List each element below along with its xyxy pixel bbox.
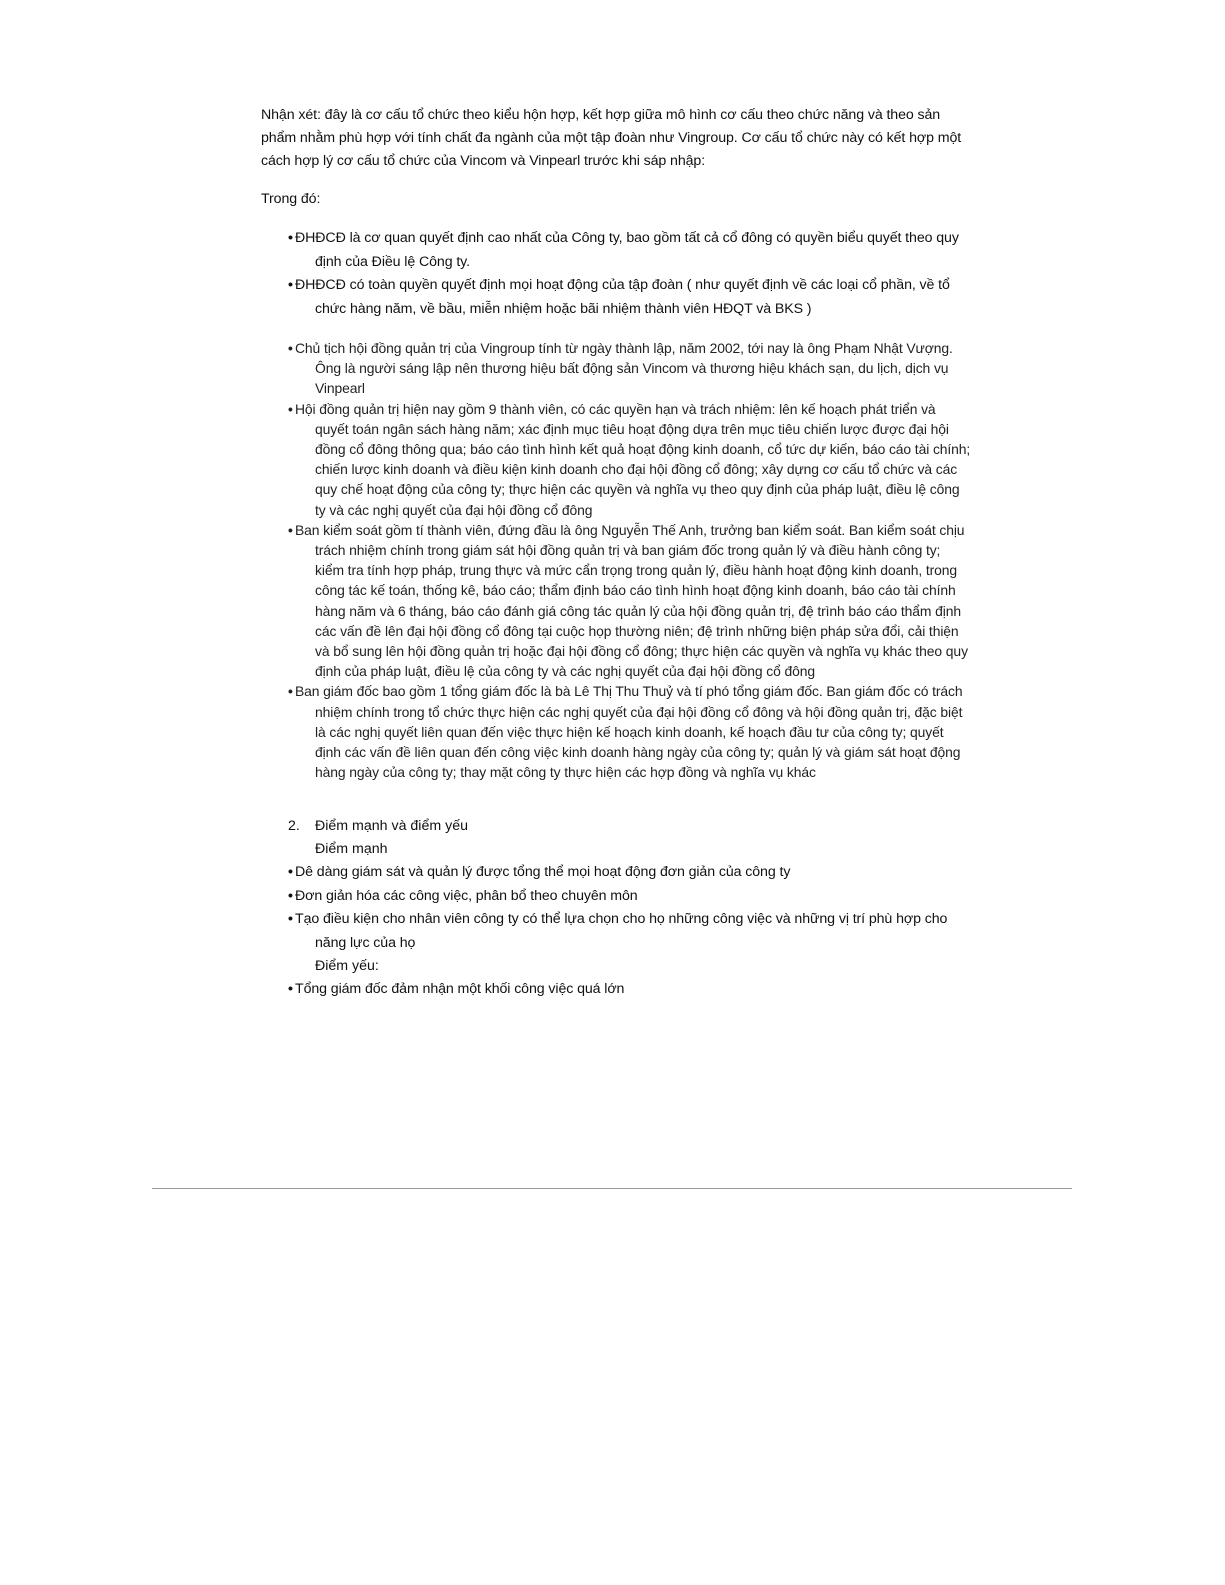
bullet-icon: • [288,521,293,538]
bullet-icon: • [288,981,293,998]
weaknesses-list [261,978,971,1002]
list-item: • ĐHĐCĐ là cơ quan quyết định cao nhất của Công ty, bao gồm tất cả cổ đông có quyền biểu quyết theo quy định của Điều lệ Công ty. [288,227,971,274]
governance-list-secondary [261,338,971,782]
document-page [261,104,971,1002]
list-item: • ĐHĐCĐ có toàn quyền quyết định mọi hoạt động của tập đoàn ( như quyết định về các loại cổ phần, về tổ chức hàng năm, về bầu, miễn nhiệm hoặc bãi nhiệm thành viên HĐQT và BKS ) [288,274,971,321]
bullet-icon: • [288,887,293,904]
list-item: • Ban giám đốc bao gồm 1 tổng giám đốc là bà Lê Thị Thu Thuỷ và tí phó tổng giám đốc. Ban giám đốc có trách nhiệm chính trong tổ chức thực hiện các nghị quyết của đại hội đồng cổ đông và hội đồng quản trị, đặc biệt là các nghị quyết liên quan đến việc thực hiện kế hoạch kinh doanh, kế hoạch đầu tư của công ty; quyết định các vấn đề liên quan đến công việc kinh doanh hàng ngày của công ty; quản lý và giám sát hoạt động hàng ngày của công ty; thay mặt công ty thực hiện các hợp đồng và nghĩa vụ khác [288,683,963,781]
list-item: • Ban kiểm soát gồm tí thành viên, đứng đầu là ông Nguyễn Thế Anh, trưởng ban kiểm soát. Ban kiểm soát chịu trách nhiệm chính trong giám sát hội đồng quản trị và ban giám đốc trong quản lý và điều hành công ty; kiểm tra tính hợp pháp, trung thực và mức cẩn trọng trong quản lý, điều hành hoạt động kinh doanh, trong công tác kế toán, thống kê, báo cáo; thẩm định báo cáo tình hình hoạt động kinh doanh, báo cáo tài chính hàng năm và 6 tháng, báo cáo đánh giá công tác quản lý của hội đồng quản trị, đệ trình báo cáo thẩm định các vấn đề lên đại hội đồng cổ đông tại cuộc họp thường niên; đệ trình những biện pháp sửa đổi, cải thiện và bổ sung lên hội đồng quản trị hoặc đại hội đồng cổ đông; thực hiện các quyền và nghĩa vụ khác theo quy định của pháp luật, điều lệ của công ty và các nghị quyết của đại hội đồng cổ đông [288,521,968,680]
bullet-icon: • [288,911,293,928]
governance-list-primary [261,227,971,321]
list-item: • Tổng giám đốc đảm nhận một khối công việc quá lớn [288,978,971,1002]
bullet-icon: • [288,864,293,881]
section-number: 2. [288,818,300,835]
trong-do-label: Trong đó: [261,191,321,207]
list-item: • Tạo điều kiện cho nhân viên công ty có thể lựa chọn cho họ những công việc và những vị trí phù hợp cho năng lực của họ [288,908,971,955]
section-heading [288,815,971,838]
bullet-icon: • [288,340,293,356]
list-item: • Chủ tịch hội đồng quản trị của Vingroup tính từ ngày thành lập, năm 2002, tới nay là ông Phạm Nhật Vượng. Ông là người sáng lập nên thương hiệu bất động sản Vincom và thương hiệu khách sạn, du lịch, dịch vụ Vinpearl [288,340,953,397]
list-item: • Dê dàng giám sát và quản lý được tổng thể mọi hoạt động đơn giản của công ty [288,861,971,885]
intro-paragraph: Nhận xét: đây là cơ cấu tổ chức theo kiểu hộn hợp, kết hợp giữa mô hình cơ cấu theo chức năng và theo sản phẩm nhằm phù hợp với tính chất đa ngành của một tập đoàn như Vingroup. Cơ cấu tổ chức này có kết hợp một cách hợp lý cơ cấu tổ chức của Vincom và Vinpearl trước khi sáp nhập: [261,107,962,169]
strengths-list [261,861,971,955]
strengths-label: Điểm mạnh [315,841,388,858]
bullet-icon: • [288,230,293,246]
bullet-icon: • [288,277,293,293]
page-divider [152,1188,1072,1189]
section-title: Điểm mạnh và điểm yếu [315,818,468,835]
list-item: • Đơn giản hóa các công việc, phân bổ theo chuyên môn [288,885,971,909]
weaknesses-label: Điểm yếu: [315,958,379,975]
bullet-icon: • [288,683,293,700]
bullet-icon: • [288,400,293,417]
list-item: • Hội đồng quản trị hiện nay gồm 9 thành viên, có các quyền hạn và trách nhiệm: lên kế hoạch phát triển và quyết toán ngân sách hàng năm; xác định mục tiêu hoạt động dựa trên mục tiêu chiến lược được đại hội đồng cổ đông thông qua; báo cáo tình hình kết quả hoạt động kinh doanh, cổ tức dự kiến, báo cáo tài chính; chiến lược kinh doanh và điều kiện kinh doanh cho đại hội đồng cổ đông; xây dựng cơ cấu tổ chức và các quy chế hoạt động của công ty; thực hiện các quyền và nghĩa vụ theo quy định của pháp luật, điều lệ công ty và các nghị quyết của đại hội đồng cổ đông [288,400,971,518]
